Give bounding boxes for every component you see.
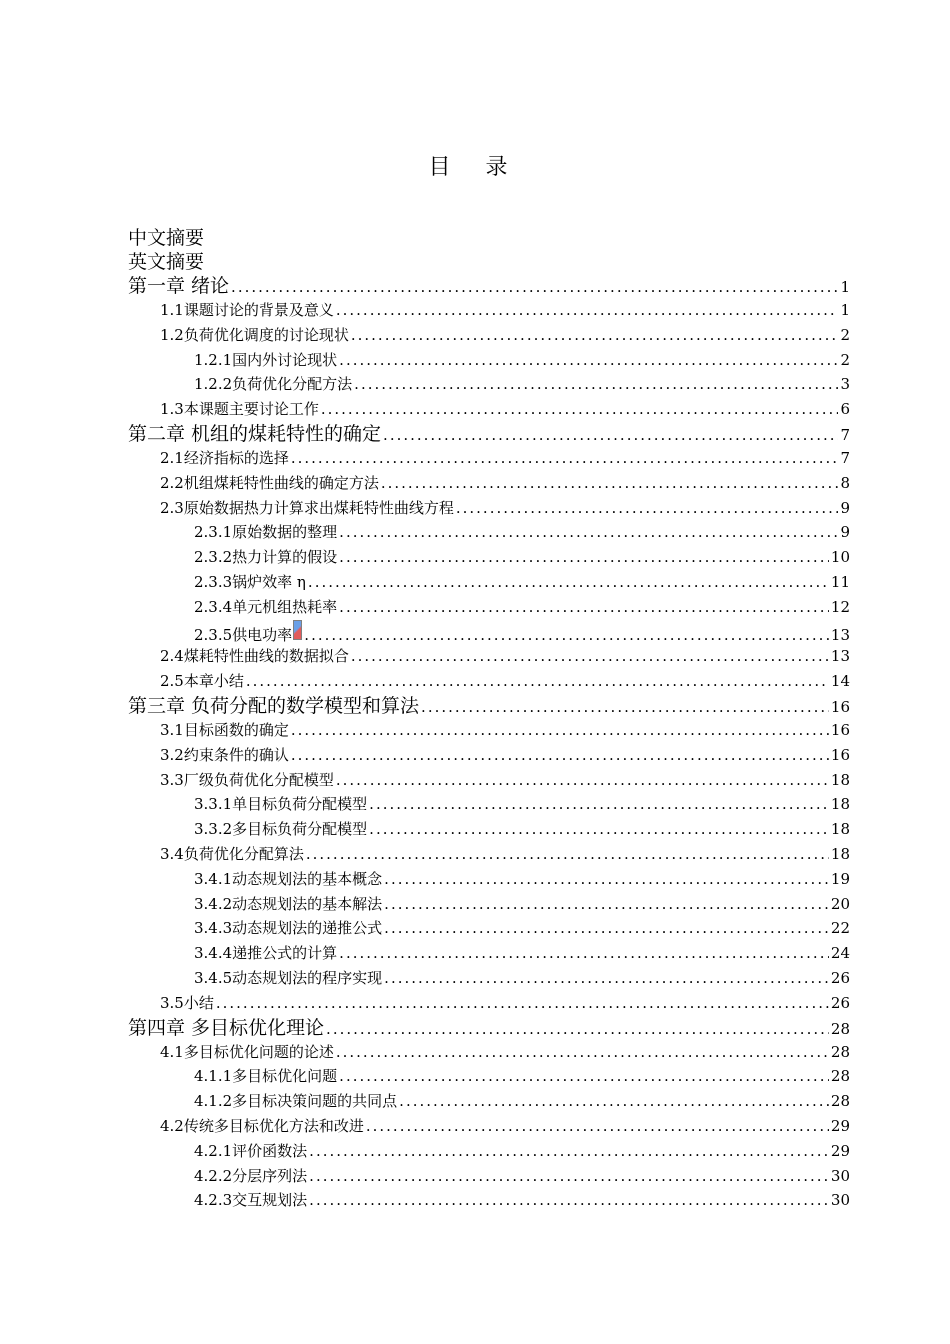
toc-entry-page: 18 (830, 795, 850, 814)
toc-entry-page: 16 (830, 745, 850, 764)
toc-leader-dots (339, 941, 829, 966)
toc-entry-label: 4.1.1多目标优化问题 (194, 1067, 338, 1086)
toc-entry-page: 28 (830, 1042, 850, 1061)
toc-leader-dots (309, 1139, 829, 1164)
toc-entry[interactable] (128, 916, 850, 941)
toc-entry-page: 11 (830, 572, 850, 591)
toc-entry-label: 1.2负荷优化调度的讨论现状 (160, 325, 349, 344)
toc-entry[interactable] (128, 397, 850, 422)
toc-leader-dots (339, 1064, 829, 1089)
toc-entry-page: 18 (830, 820, 850, 839)
toc-entry-page: 13 (830, 647, 850, 666)
toc-entry[interactable] (128, 446, 850, 471)
toc-entry[interactable] (128, 1016, 850, 1040)
toc-entry-label: 3.4.1动态规划法的基本概念 (194, 869, 383, 888)
toc-entry-label: 1.2.1国内外讨论现状 (194, 350, 338, 369)
toc-entry-label: 2.5本章小结 (160, 672, 244, 691)
toc-entry-label: 4.2.3交互规划法 (194, 1191, 308, 1210)
toc-leader-dots (306, 842, 829, 867)
toc-entry-label: 2.3.2热力计算的假设 (194, 548, 338, 567)
toc-entry-label: 2.2机组煤耗特性曲线的确定方法 (160, 473, 379, 492)
toc-entry-label: 3.5小结 (160, 993, 214, 1012)
toc-leader-dots (336, 768, 829, 793)
toc-entry[interactable] (128, 570, 850, 595)
toc-leader-dots (291, 446, 839, 471)
toc-entry[interactable] (128, 792, 850, 817)
toc-entry-label: 英文摘要 (128, 251, 205, 273)
toc-entry-page: 6 (840, 400, 850, 419)
toc-entry-page: 10 (830, 548, 850, 567)
toc-entry[interactable] (128, 991, 850, 1016)
table-of-contents (128, 226, 850, 1213)
toc-entry[interactable] (128, 768, 850, 793)
toc-entry-page: 29 (830, 1141, 850, 1160)
toc-entry-label: 3.1目标函数的确定 (160, 720, 289, 739)
toc-entry-label: 3.3厂级负荷优化分配模型 (160, 770, 334, 789)
toc-entry-page: 29 (830, 1116, 850, 1135)
toc-leader-dots (384, 966, 829, 991)
toc-entry-page: 22 (830, 919, 850, 938)
toc-entry-label: 2.1经济指标的选择 (160, 448, 289, 467)
toc-entry[interactable] (128, 620, 850, 645)
toc-entry[interactable] (128, 743, 850, 768)
toc-entry[interactable] (128, 867, 850, 892)
toc-entry[interactable] (128, 1040, 850, 1065)
toc-leader-dots (381, 471, 839, 496)
toc-entry-label: 4.2.2分层序列法 (194, 1166, 308, 1185)
toc-entry[interactable] (128, 520, 850, 545)
toc-entry-label: 4.2.1评价函数法 (194, 1141, 308, 1160)
toc-entry-page: 26 (830, 993, 850, 1012)
toc-entry-page: 20 (830, 894, 850, 913)
toc-entry-page: 13 (830, 625, 850, 644)
toc-entry-label: 3.2约束条件的确认 (160, 745, 289, 764)
toc-leader-dots (339, 520, 838, 545)
toc-leader-dots (216, 991, 829, 1016)
toc-entry[interactable] (128, 1164, 850, 1189)
toc-leader-dots (308, 570, 829, 595)
toc-entry-page: 7 (840, 425, 850, 444)
toc-entry-page: 9 (840, 498, 850, 517)
toc-entry[interactable] (128, 694, 850, 718)
toc-entry[interactable] (128, 1064, 850, 1089)
toc-leader-dots (456, 496, 839, 521)
toc-entry-page: 28 (830, 1019, 850, 1038)
toc-leader-dots (384, 867, 829, 892)
toc-entry-label: 4.1多目标优化问题的论述 (160, 1042, 334, 1061)
toc-entry-label: 2.3.4单元机组热耗率 (194, 597, 338, 616)
toc-entry-page: 19 (830, 869, 850, 888)
toc-entry-page: 9 (840, 523, 850, 542)
toc-entry[interactable] (128, 817, 850, 842)
toc-entry-label: 第四章 多目标优化理论 (128, 1016, 325, 1039)
toc-entry-page: 2 (840, 350, 850, 369)
toc-entry-page: 1 (840, 278, 850, 296)
toc-entry-page: 30 (830, 1166, 850, 1185)
toc-leader-dots (291, 743, 829, 768)
toc-entry-page: 14 (830, 672, 850, 691)
toc-entry-label: 3.4负荷优化分配算法 (160, 844, 304, 863)
toc-entry-label: 2.4煤耗特性曲线的数据拟合 (160, 647, 349, 666)
toc-entry-page: 24 (830, 944, 850, 963)
toc-leader-dots (369, 817, 829, 842)
toc-entry[interactable] (128, 718, 850, 743)
toc-entry[interactable] (128, 966, 850, 991)
toc-leader-dots (309, 1164, 829, 1189)
broken-image-icon (293, 620, 302, 640)
toc-entry[interactable] (128, 422, 850, 446)
toc-entry[interactable] (128, 298, 850, 323)
toc-entry[interactable] (128, 471, 850, 496)
toc-entry-label: 4.2传统多目标优化方法和改进 (160, 1116, 364, 1135)
toc-title: 目 录 (428, 155, 522, 180)
toc-leader-dots (339, 545, 829, 570)
toc-entry-page: 8 (840, 473, 850, 492)
toc-leader-dots (336, 298, 839, 323)
toc-entry[interactable] (128, 669, 850, 694)
toc-entry-label: 4.1.2多目标决策问题的共同点 (194, 1092, 398, 1111)
toc-entry-label: 第一章 绪论 (128, 275, 230, 297)
toc-leader-dots (309, 1188, 829, 1213)
toc-entry[interactable] (128, 226, 850, 250)
toc-entry-label: 3.3.1单目标负荷分配模型 (194, 795, 368, 814)
toc-entry[interactable] (128, 1139, 850, 1164)
toc-leader-dots (246, 669, 829, 694)
toc-entry-label: 1.2.2负荷优化分配方法 (194, 375, 353, 394)
toc-entry[interactable] (128, 1089, 850, 1114)
toc-entry-page: 12 (830, 597, 850, 616)
toc-leader-dots (231, 275, 838, 298)
toc-leader-dots (351, 644, 829, 669)
toc-entry[interactable] (128, 545, 850, 570)
toc-entry[interactable] (128, 842, 850, 867)
toc-entry-page: 16 (830, 697, 850, 716)
toc-entry-label: 1.1课题讨论的背景及意义 (160, 301, 334, 319)
toc-leader-dots (421, 695, 829, 718)
toc-entry[interactable] (128, 348, 850, 373)
toc-entry-page: 18 (830, 844, 850, 863)
toc-entry-page: 26 (830, 968, 850, 987)
toc-entry-label: 中文摘要 (128, 227, 205, 249)
toc-leader-dots (399, 1089, 829, 1114)
toc-entry-page: 28 (830, 1092, 850, 1111)
toc-leader-dots (339, 348, 838, 373)
toc-entry-page: 7 (840, 448, 850, 467)
toc-entry-page: 18 (830, 770, 850, 789)
toc-leader-dots (339, 595, 829, 620)
toc-entry-label: 2.3.1原始数据的整理 (194, 523, 338, 542)
toc-leader-dots (304, 623, 829, 645)
toc-entry-page: 28 (830, 1067, 850, 1086)
toc-entry-page: 2 (840, 325, 850, 344)
toc-entry[interactable] (128, 941, 850, 966)
toc-leader-dots (354, 372, 838, 397)
toc-leader-dots (369, 792, 829, 817)
toc-entry-label: 2.3.5供电功率 (194, 625, 293, 644)
toc-entry-page: 3 (840, 375, 850, 394)
toc-entry[interactable] (128, 496, 850, 521)
toc-entry-page: 16 (830, 720, 850, 739)
toc-leader-dots (291, 718, 829, 743)
toc-leader-dots (384, 916, 829, 941)
toc-entry-label: 2.3原始数据热力计算求出煤耗特性曲线方程 (160, 498, 454, 517)
toc-entry[interactable] (128, 1188, 850, 1213)
toc-entry[interactable] (128, 323, 850, 348)
toc-entry[interactable] (128, 892, 850, 917)
toc-entry-label: 3.4.2动态规划法的基本解法 (194, 894, 383, 913)
toc-entry[interactable] (128, 250, 850, 274)
toc-entry[interactable] (128, 644, 850, 669)
toc-leader-dots (326, 1017, 829, 1040)
toc-entry-label: 第三章 负荷分配的数学模型和算法 (128, 694, 420, 717)
toc-entry-label: 1.3本课题主要讨论工作 (160, 400, 319, 419)
toc-leader-dots (351, 323, 839, 348)
toc-leader-dots (383, 423, 838, 446)
toc-leader-dots (336, 1040, 829, 1065)
toc-entry-label: 3.3.2多目标负荷分配模型 (194, 820, 368, 839)
toc-entry[interactable] (128, 595, 850, 620)
toc-leader-dots (384, 892, 829, 917)
toc-entry[interactable] (128, 274, 850, 298)
toc-entry-label: 2.3.3锅炉效率 η (194, 572, 306, 591)
toc-entry-page: 1 (840, 301, 850, 319)
toc-leader-dots (366, 1114, 829, 1139)
toc-entry-label: 3.4.3动态规划法的递推公式 (194, 919, 383, 938)
toc-entry[interactable] (128, 372, 850, 397)
toc-entry-label: 3.4.5动态规划法的程序实现 (194, 968, 383, 987)
toc-entry-label: 第二章 机组的煤耗特性的确定 (128, 422, 382, 445)
toc-entry-label: 3.4.4递推公式的计算 (194, 944, 338, 963)
toc-entry-page: 30 (830, 1191, 850, 1210)
toc-entry[interactable] (128, 1114, 850, 1139)
toc-leader-dots (321, 397, 839, 422)
